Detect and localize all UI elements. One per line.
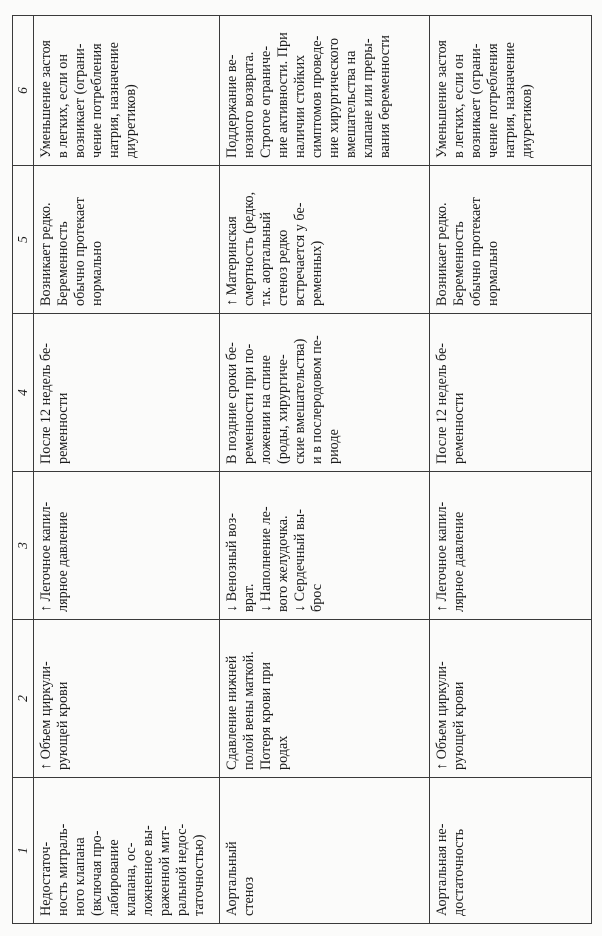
- table-row: [220, 16, 430, 924]
- table-row: [34, 16, 220, 924]
- table-cell: ↓ Венозный воз- врат. ↓ Наполнение ле- вого желудочка. ↓ Сердечный вы- брос: [220, 472, 430, 620]
- table-cell: Сдавление нижней полой вены маткой. Потеря крови при родах: [220, 620, 430, 778]
- table-cell: Уменьшение застоя в легких, если он возникает (ограни- чение потребления натрия, назначение диуретиков): [34, 16, 220, 166]
- table-cell: После 12 недель бе- ременности: [34, 314, 220, 472]
- table-cell: Аортальный стеноз: [220, 778, 430, 924]
- table-cell: Возникает редко. Беременность обычно протекает нормально: [430, 166, 592, 314]
- table-cell: После 12 недель бе- ременности: [430, 314, 592, 472]
- column-number: 4: [13, 314, 34, 472]
- table-row: [430, 16, 592, 924]
- valve-disease-pregnancy-table: [12, 15, 592, 924]
- column-number: 2: [13, 620, 34, 778]
- table-cell: ↑ Легочное капил- лярное давление: [34, 472, 220, 620]
- table-cell: Возникает редко. Беременность обычно протекает нормально: [34, 166, 220, 314]
- column-number: 6: [13, 16, 34, 166]
- column-number-row: [13, 16, 34, 924]
- table-cell: ↑ Материнская смертность (редко, т.к. аортальный стеноз редко встречается у бе- ременных): [220, 166, 430, 314]
- column-number: 1: [13, 778, 34, 924]
- table-cell: ↑ Легочное капил- лярное давление: [430, 472, 592, 620]
- table-cell: В поздние сроки бе- ременности при по- ложении на спине (роды, хирургиче- ские вмешательства) и в послеродовом пе- риоде: [220, 314, 430, 472]
- table-cell: Аортальная не- достаточность: [430, 778, 592, 924]
- table-cell: Поддержание ве- нозного возврата. Строгое ограниче- ние активности. При наличии стойких симптомов проведе- ние хирургического вмешательства на клапане или преры- вания беременности: [220, 16, 430, 166]
- column-number: 5: [13, 166, 34, 314]
- table-cell: ↑ Объем циркули- рующей крови: [34, 620, 220, 778]
- column-number: 3: [13, 472, 34, 620]
- table-cell: ↑ Объем циркули- рующей крови: [430, 620, 592, 778]
- table-cell: Уменьшение застоя в легких, если он возникает (ограни- чение потребления натрия, назначение диуретиков): [430, 16, 592, 166]
- table-cell: Недостаточ- ность митраль- ного клапана (включая про- лабирование клапана, ос- ложненное вы- раженной мит- ральной недос- таточностью): [34, 778, 220, 924]
